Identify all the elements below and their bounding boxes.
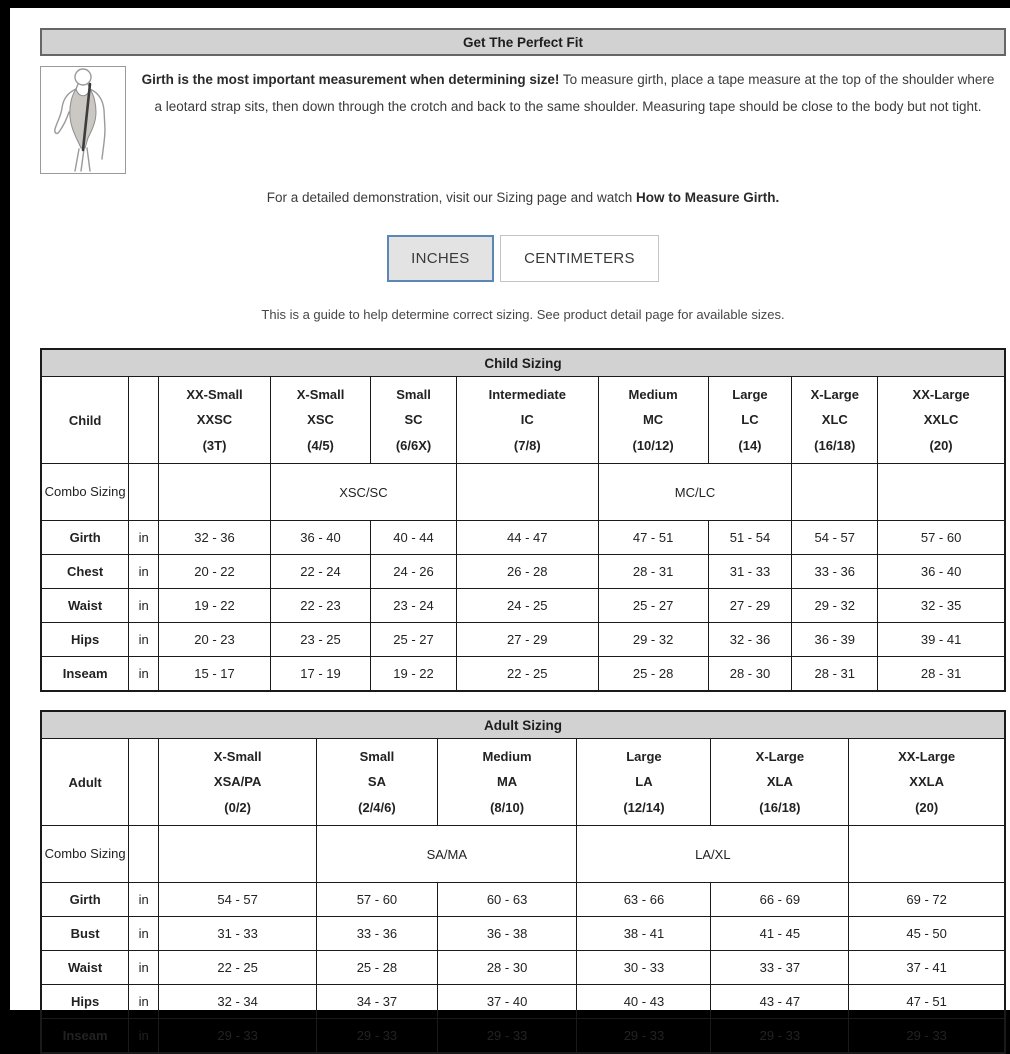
measurement-value-cell: 38 - 41 — [577, 917, 711, 951]
measurement-label-cell: Hips — [41, 623, 129, 657]
size-column-header — [598, 377, 708, 464]
measurement-value-cell: 60 - 63 — [437, 883, 577, 917]
combo-cell — [849, 826, 1005, 883]
size-code: XLA — [766, 774, 793, 790]
size-column-header — [577, 739, 711, 826]
measurement-value-cell: 69 - 72 — [849, 883, 1005, 917]
size-range: (0/2) — [224, 799, 251, 815]
size-column-header — [371, 377, 457, 464]
measurement-row — [41, 985, 1005, 1019]
group-label-cell: Adult — [41, 739, 129, 826]
size-header-row — [41, 739, 1005, 826]
size-code: XXSC — [196, 412, 233, 428]
unit-cell: in — [129, 657, 159, 692]
measurement-value-cell: 47 - 51 — [598, 521, 708, 555]
size-range: (3T) — [202, 437, 227, 453]
size-column-header — [878, 377, 1005, 464]
adult-sizing-table — [40, 710, 1006, 1054]
size-column-header — [270, 377, 370, 464]
measurement-value-cell: 36 - 40 — [878, 555, 1005, 589]
measurement-row — [41, 623, 1005, 657]
size-code: XXLC — [923, 412, 959, 428]
combo-unit-cell — [129, 464, 159, 521]
page-title: Get The Perfect Fit — [40, 28, 1006, 56]
measurement-value-cell: 29 - 33 — [711, 1019, 849, 1054]
size-name: X-Large — [810, 386, 859, 402]
measurement-label-cell: Inseam — [41, 1019, 129, 1054]
size-range: (14) — [738, 437, 762, 453]
measurement-value-cell: 22 - 25 — [456, 657, 598, 692]
demo-instruction-text: For a detailed demonstration, visit our Sizing page and watch — [266, 190, 636, 205]
combo-row — [41, 464, 1005, 521]
size-range: (16/18) — [759, 799, 801, 815]
girth-intro-section — [40, 66, 1006, 174]
size-column-header — [317, 739, 438, 826]
measurement-value-cell: 43 - 47 — [711, 985, 849, 1019]
measurement-row — [41, 883, 1005, 917]
measurement-row — [41, 657, 1005, 692]
combo-cell: XSC/SC — [270, 464, 456, 521]
size-code: MC — [642, 412, 664, 428]
combo-unit-cell — [129, 826, 159, 883]
size-range: (20) — [915, 799, 939, 815]
measurement-value-cell: 22 - 23 — [270, 589, 370, 623]
size-column-header — [711, 739, 849, 826]
measurement-value-cell: 36 - 40 — [270, 521, 370, 555]
size-code: XSC — [307, 412, 334, 428]
demo-instruction-bold: How to Measure Girth. — [635, 190, 780, 205]
size-code: XSA/PA — [213, 774, 262, 790]
measurement-value-cell: 31 - 33 — [708, 555, 792, 589]
measurement-value-cell: 32 - 35 — [878, 589, 1005, 623]
size-name: X-Large — [755, 748, 805, 764]
measurement-value-cell: 37 - 40 — [437, 985, 577, 1019]
size-name: Medium — [628, 386, 678, 402]
measurement-value-cell: 28 - 31 — [598, 555, 708, 589]
measurement-value-cell: 22 - 25 — [159, 951, 317, 985]
size-range: (16/18) — [814, 437, 856, 453]
size-range: (7/8) — [513, 437, 541, 453]
measurement-value-cell: 36 - 39 — [792, 623, 878, 657]
size-column-header — [849, 739, 1005, 826]
measurement-value-cell: 23 - 24 — [371, 589, 457, 623]
measurement-value-cell: 29 - 33 — [577, 1019, 711, 1054]
measurement-value-cell: 27 - 29 — [708, 589, 792, 623]
measurement-value-cell: 27 - 29 — [456, 623, 598, 657]
unit-cell: in — [129, 623, 159, 657]
measurement-value-cell: 28 - 31 — [878, 657, 1005, 692]
measurement-label-cell: Bust — [41, 917, 129, 951]
measurement-value-cell: 15 - 17 — [159, 657, 271, 692]
sizing-guide-note: This is a guide to help determine correct sizing. See product detail page for available sizes. — [261, 307, 785, 322]
size-table — [40, 348, 1006, 692]
measurement-label-cell: Chest — [41, 555, 129, 589]
size-name: Intermediate — [488, 386, 566, 402]
measurement-value-cell: 32 - 34 — [159, 985, 317, 1019]
measurement-value-cell: 28 - 30 — [708, 657, 792, 692]
measurement-value-cell: 54 - 57 — [792, 521, 878, 555]
size-name: XX-Large — [912, 386, 970, 402]
combo-label-cell: Combo Sizing — [41, 464, 129, 521]
measurement-value-cell: 25 - 28 — [598, 657, 708, 692]
measurement-value-cell: 66 - 69 — [711, 883, 849, 917]
measurement-value-cell: 19 - 22 — [159, 589, 271, 623]
size-code: SC — [404, 412, 423, 428]
size-name: X-Small — [213, 748, 262, 764]
girth-intro-text — [126, 66, 1006, 120]
group-label-cell: Child — [41, 377, 129, 464]
measurement-value-cell: 20 - 22 — [159, 555, 271, 589]
measurement-label-cell: Hips — [41, 985, 129, 1019]
measurement-value-cell: 28 - 31 — [792, 657, 878, 692]
measurement-value-cell: 39 - 41 — [878, 623, 1005, 657]
measurement-value-cell: 44 - 47 — [456, 521, 598, 555]
measurement-value-cell: 33 - 37 — [711, 951, 849, 985]
unit-header-cell — [129, 377, 159, 464]
measurement-row — [41, 555, 1005, 589]
size-range: (12/14) — [623, 799, 665, 815]
measurement-value-cell: 32 - 36 — [708, 623, 792, 657]
measurement-value-cell: 63 - 66 — [577, 883, 711, 917]
measurement-value-cell: 29 - 33 — [317, 1019, 438, 1054]
unit-cell: in — [129, 883, 159, 917]
size-name: X-Small — [296, 386, 345, 402]
unit-cell: in — [129, 589, 159, 623]
combo-row — [41, 826, 1005, 883]
measurement-value-cell: 32 - 36 — [159, 521, 271, 555]
size-column-header — [437, 739, 577, 826]
size-code: SA — [367, 774, 386, 790]
measurement-value-cell: 40 - 44 — [371, 521, 457, 555]
table-title: Child Sizing — [41, 349, 1005, 377]
measurement-value-cell: 29 - 33 — [437, 1019, 577, 1054]
combo-label-cell: Combo Sizing — [41, 826, 129, 883]
unit-cell: in — [129, 951, 159, 985]
size-range: (20) — [929, 437, 953, 453]
measurement-value-cell: 37 - 41 — [849, 951, 1005, 985]
size-code: LC — [741, 412, 759, 428]
measurement-value-cell: 57 - 60 — [878, 521, 1005, 555]
measurement-value-cell: 25 - 27 — [371, 623, 457, 657]
combo-cell — [456, 464, 598, 521]
leotard-figure-image — [40, 66, 126, 174]
size-name: XX-Small — [186, 386, 243, 402]
measurement-row — [41, 917, 1005, 951]
measurement-value-cell: 45 - 50 — [849, 917, 1005, 951]
size-name: Large — [626, 748, 662, 764]
measurement-row — [41, 951, 1005, 985]
measurement-value-cell: 54 - 57 — [159, 883, 317, 917]
girth-intro-rest: To measure girth, place a tape measure at the top of the shoulder where a leotard strap sits, then down through the crotch and back to the same shoulder. Measuring tape should be close to the body but not tight. — [154, 72, 995, 114]
size-range: (4/5) — [307, 437, 334, 453]
measurement-value-cell: 40 - 43 — [577, 985, 711, 1019]
measurement-value-cell: 47 - 51 — [849, 985, 1005, 1019]
measurement-label-cell: Waist — [41, 589, 129, 623]
measurement-value-cell: 19 - 22 — [371, 657, 457, 692]
size-column-header — [456, 377, 598, 464]
size-code: IC — [520, 412, 534, 428]
girth-diagram-icon — [41, 67, 125, 173]
unit-cell: in — [129, 917, 159, 951]
demo-instruction — [40, 190, 1006, 205]
size-name: Small — [396, 386, 431, 402]
size-range: (2/4/6) — [358, 799, 396, 815]
measurement-label-cell: Waist — [41, 951, 129, 985]
measurement-value-cell: 29 - 33 — [159, 1019, 317, 1054]
measurement-value-cell: 57 - 60 — [317, 883, 438, 917]
measurement-value-cell: 51 - 54 — [708, 521, 792, 555]
measurement-value-cell: 23 - 25 — [270, 623, 370, 657]
combo-cell: LA/XL — [577, 826, 849, 883]
combo-cell — [792, 464, 878, 521]
size-code: LA — [635, 774, 653, 790]
size-column-header — [159, 377, 271, 464]
size-range: (10/12) — [632, 437, 674, 453]
inches-button[interactable]: INCHES — [387, 235, 493, 282]
measurement-value-cell: 25 - 27 — [598, 589, 708, 623]
table-title-row — [41, 711, 1005, 739]
combo-cell — [878, 464, 1005, 521]
unit-cell: in — [129, 1019, 159, 1054]
measurement-value-cell: 36 - 38 — [437, 917, 577, 951]
measurement-value-cell: 34 - 37 — [317, 985, 438, 1019]
measurement-value-cell: 29 - 32 — [598, 623, 708, 657]
measurement-row — [41, 589, 1005, 623]
measurement-value-cell: 28 - 30 — [437, 951, 577, 985]
girth-intro-bold: Girth is the most important measurement when determining size! — [141, 72, 560, 87]
size-table — [40, 710, 1006, 1054]
measurement-value-cell: 17 - 19 — [270, 657, 370, 692]
size-name: Medium — [482, 748, 532, 764]
measurement-value-cell: 26 - 28 — [456, 555, 598, 589]
measurement-value-cell: 24 - 26 — [371, 555, 457, 589]
unit-toggle — [40, 235, 1006, 282]
size-code: XLC — [821, 412, 848, 428]
size-code: XXLA — [909, 774, 944, 790]
size-header-row — [41, 377, 1005, 464]
size-name: XX-Large — [898, 748, 956, 764]
unit-cell: in — [129, 521, 159, 555]
measurement-label-cell: Girth — [41, 883, 129, 917]
size-column-header — [792, 377, 878, 464]
measurement-value-cell: 41 - 45 — [711, 917, 849, 951]
combo-cell: SA/MA — [317, 826, 577, 883]
measurement-value-cell: 33 - 36 — [317, 917, 438, 951]
measurement-row — [41, 1019, 1005, 1054]
centimeters-button[interactable]: CENTIMETERS — [500, 235, 659, 282]
table-title: Adult Sizing — [41, 711, 1005, 739]
size-name: Small — [359, 748, 395, 764]
size-column-header — [159, 739, 317, 826]
size-guide-content — [40, 28, 1006, 1054]
measurement-value-cell: 33 - 36 — [792, 555, 878, 589]
unit-cell: in — [129, 555, 159, 589]
measurement-value-cell: 22 - 24 — [270, 555, 370, 589]
unit-cell: in — [129, 985, 159, 1019]
measurement-value-cell: 31 - 33 — [159, 917, 317, 951]
size-column-header — [708, 377, 792, 464]
size-name: Large — [732, 386, 768, 402]
child-sizing-table — [40, 348, 1006, 692]
combo-cell — [159, 826, 317, 883]
combo-cell: MC/LC — [598, 464, 792, 521]
measurement-value-cell: 25 - 28 — [317, 951, 438, 985]
size-code: MA — [496, 774, 518, 790]
measurement-value-cell: 29 - 33 — [849, 1019, 1005, 1054]
measurement-label-cell: Inseam — [41, 657, 129, 692]
combo-cell — [159, 464, 271, 521]
page-background — [10, 8, 1010, 1043]
measurement-value-cell: 24 - 25 — [456, 589, 598, 623]
measurement-label-cell: Girth — [41, 521, 129, 555]
table-title-row — [41, 349, 1005, 377]
size-range: (8/10) — [490, 799, 525, 815]
measurement-value-cell: 29 - 32 — [792, 589, 878, 623]
unit-header-cell — [129, 739, 159, 826]
measurement-row — [41, 521, 1005, 555]
measurement-value-cell: 20 - 23 — [159, 623, 271, 657]
measurement-value-cell: 30 - 33 — [577, 951, 711, 985]
size-range: (6/6X) — [395, 437, 432, 453]
